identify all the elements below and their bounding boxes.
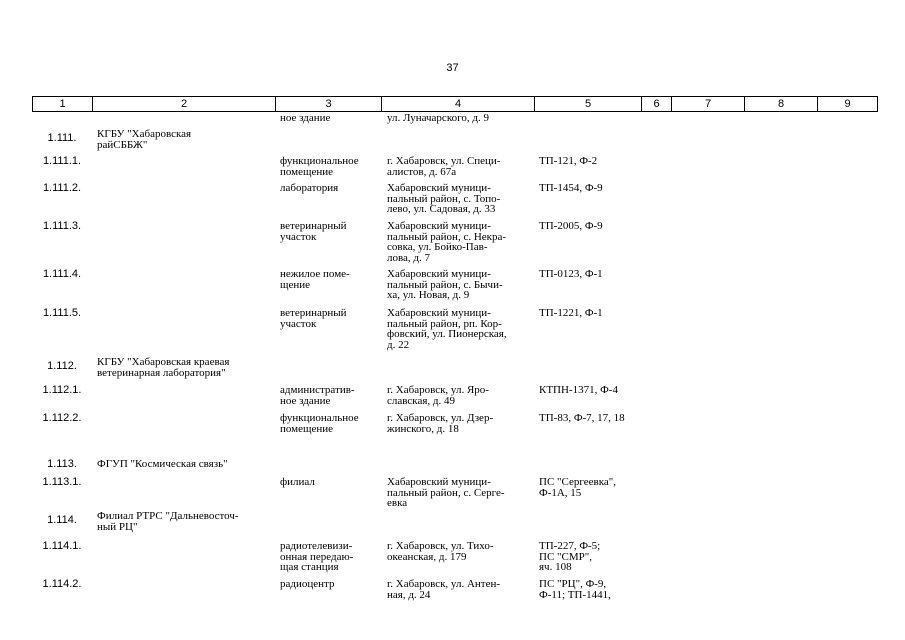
cell-line: пальный район, с. Серге- bbox=[387, 486, 505, 499]
cell-line: онная передаю- bbox=[280, 550, 354, 563]
organization-cell bbox=[97, 511, 272, 532]
cell-line: евка bbox=[387, 497, 408, 509]
cell-line: ная, д. 24 bbox=[387, 588, 431, 601]
cell-line: Ф-11; ТП-1441, bbox=[539, 588, 611, 601]
cell-line: океанская, д. 179 bbox=[387, 550, 467, 563]
cell-line: радиоцентр bbox=[280, 578, 335, 590]
substation-cell bbox=[539, 183, 649, 194]
cell-line: Хабаровский муници- bbox=[387, 307, 491, 319]
object-cell bbox=[280, 579, 378, 590]
cell-line: лево, ул. Садовая, д. 33 bbox=[387, 203, 496, 215]
row-number: 1.113.1. bbox=[42, 476, 82, 488]
cell-line: щение bbox=[280, 278, 311, 291]
column-header-2: 2 bbox=[93, 97, 276, 112]
substation-cell bbox=[539, 413, 649, 424]
cell-line: КТПН-1371, Ф-4 bbox=[539, 384, 618, 396]
object-cell bbox=[280, 221, 378, 242]
cell-line: нежилое поме- bbox=[280, 268, 350, 280]
cell-line: жинского, д. 18 bbox=[387, 422, 459, 435]
cell-line: ТП-2005, Ф-9 bbox=[539, 220, 603, 232]
cell-line: КГБУ "Хабаровская bbox=[97, 128, 192, 140]
row-number: 1.111.4. bbox=[42, 268, 82, 280]
column-header-5: 5 bbox=[535, 97, 642, 112]
cell-line: пальный район, с. Некра- bbox=[387, 230, 507, 243]
address-cell bbox=[387, 221, 532, 263]
cell-line: ха, ул. Новая, д. 9 bbox=[387, 289, 470, 301]
object-cell bbox=[280, 541, 378, 573]
cell-line: пальный район, рп. Кор- bbox=[387, 317, 502, 330]
cell-line: г. Хабаровск, ул. Специ- bbox=[387, 155, 501, 167]
cell-line: филиал bbox=[280, 476, 315, 488]
row-number: 1.111.3. bbox=[42, 220, 82, 232]
organization-cell bbox=[97, 357, 272, 378]
object-cell bbox=[280, 477, 378, 488]
address-cell bbox=[387, 385, 532, 406]
cell-line: помещение bbox=[280, 422, 334, 435]
cell-line: ПС "СМР", bbox=[539, 550, 592, 563]
cell-line: участок bbox=[280, 230, 317, 243]
cell-line: ТП-227, Ф-5; bbox=[539, 540, 601, 552]
column-header-9: 9 bbox=[818, 97, 878, 112]
organization-cell bbox=[97, 129, 272, 150]
page-number: 37 bbox=[446, 62, 459, 74]
cell-line: фовский, ул. Пионерская, bbox=[387, 328, 507, 340]
cell-line: функциональное bbox=[280, 412, 359, 424]
cell-line: г. Хабаровск, ул. Дзер- bbox=[387, 412, 494, 424]
object-cell bbox=[280, 413, 378, 434]
address-cell bbox=[387, 269, 532, 301]
address-cell bbox=[387, 156, 532, 177]
substation-cell bbox=[539, 541, 649, 573]
cell-line: пальный район, с. Бычи- bbox=[387, 278, 503, 291]
address-cell bbox=[387, 579, 532, 600]
cell-line: щая станция bbox=[280, 561, 339, 573]
address-cell bbox=[387, 477, 532, 509]
cell-line: райСББЖ" bbox=[97, 138, 148, 151]
cell-line: ветеринарный bbox=[280, 307, 347, 319]
cell-line: ветеринарная лаборатория" bbox=[97, 366, 226, 379]
cell-line: пальный район, с. Топо- bbox=[387, 192, 501, 205]
address-cell bbox=[387, 541, 532, 562]
row-number: 1.111.2. bbox=[42, 182, 82, 194]
cell-line: г. Хабаровск, ул. Тихо- bbox=[387, 540, 494, 552]
cell-line: алистов, д. 67а bbox=[387, 165, 457, 178]
cell-line: г. Хабаровск, ул. Яро- bbox=[387, 384, 489, 396]
cell-line: ТП-1221, Ф-1 bbox=[539, 307, 603, 319]
cell-line: ТП-1454, Ф-9 bbox=[539, 182, 603, 194]
object-cell bbox=[280, 183, 378, 194]
organization-cell bbox=[97, 459, 272, 470]
column-header-4: 4 bbox=[382, 97, 535, 112]
substation-cell bbox=[539, 385, 649, 396]
cell-line: Хабаровский муници- bbox=[387, 182, 491, 194]
row-number: 1.111.5. bbox=[42, 307, 82, 319]
substation-cell bbox=[539, 156, 649, 167]
cell-line: Хабаровский муници- bbox=[387, 220, 491, 232]
cell-line: радиотелевизи- bbox=[280, 540, 353, 552]
object-cell bbox=[280, 156, 378, 177]
cell-line: функциональное bbox=[280, 155, 359, 167]
cell-line: ПС "Сергеевка", bbox=[539, 476, 616, 488]
object-cell bbox=[280, 385, 378, 406]
cell-line: ТП-0123, Ф-1 bbox=[539, 268, 603, 280]
row-number: 1.111.1. bbox=[42, 155, 82, 167]
column-header-7: 7 bbox=[672, 97, 745, 112]
row-number: 1.114. bbox=[47, 514, 77, 526]
substation-cell bbox=[539, 269, 649, 280]
cell-line: ный РЦ" bbox=[97, 520, 138, 533]
column-header-8: 8 bbox=[745, 97, 818, 112]
cell-line: участок bbox=[280, 317, 317, 330]
object-cell bbox=[280, 113, 378, 124]
cell-line: Хабаровский муници- bbox=[387, 268, 491, 280]
column-header-1: 1 bbox=[33, 97, 93, 112]
object-cell bbox=[280, 308, 378, 329]
substation-cell bbox=[539, 477, 649, 498]
substation-cell bbox=[539, 221, 649, 232]
cell-line: д. 22 bbox=[387, 338, 410, 351]
cell-line: КГБУ "Хабаровская краевая bbox=[97, 356, 230, 368]
cell-line: ное здание bbox=[280, 112, 331, 124]
cell-line: ТП-83, Ф-7, 17, 18 bbox=[539, 412, 625, 424]
cell-line: Хабаровский муници- bbox=[387, 476, 491, 488]
cell-line: ул. Луначарского, д. 9 bbox=[387, 112, 489, 124]
object-cell bbox=[280, 269, 378, 290]
cell-line: Ф-1А, 15 bbox=[539, 486, 582, 499]
cell-line: помещение bbox=[280, 165, 334, 178]
row-number: 1.112.2. bbox=[42, 412, 82, 424]
address-cell bbox=[387, 183, 532, 215]
row-number: 1.112. bbox=[47, 360, 77, 372]
address-cell bbox=[387, 413, 532, 434]
cell-line: ветеринарный bbox=[280, 220, 347, 232]
cell-line: совка, ул. Бойко-Пав- bbox=[387, 241, 488, 253]
column-header-6: 6 bbox=[642, 97, 672, 112]
address-cell bbox=[387, 113, 532, 124]
cell-line: Филиал РТРС "Дальневосточ- bbox=[97, 510, 239, 522]
substation-cell bbox=[539, 308, 649, 319]
cell-line: ФГУП "Космическая связь" bbox=[97, 458, 228, 470]
cell-line: лаборатория bbox=[280, 182, 339, 194]
cell-line: г. Хабаровск, ул. Антен- bbox=[387, 578, 501, 590]
row-number: 1.111. bbox=[47, 132, 77, 144]
cell-line: ТП-121, Ф-2 bbox=[539, 155, 598, 167]
row-number: 1.114.1. bbox=[42, 540, 82, 552]
cell-line: славская, д. 49 bbox=[387, 394, 455, 407]
cell-line: ПС "РЦ", Ф-9, bbox=[539, 578, 607, 590]
row-number: 1.112.1. bbox=[42, 384, 82, 396]
column-header-table bbox=[32, 96, 878, 112]
address-cell bbox=[387, 308, 532, 350]
cell-line: ное здание bbox=[280, 394, 331, 407]
cell-line: административ- bbox=[280, 384, 355, 396]
row-number: 1.113. bbox=[47, 458, 77, 470]
substation-cell bbox=[539, 579, 649, 600]
cell-line: яч. 108 bbox=[539, 561, 572, 573]
cell-line: лова, д. 7 bbox=[387, 251, 431, 264]
row-number: 1.114.2. bbox=[42, 578, 82, 590]
column-header-3: 3 bbox=[276, 97, 382, 112]
